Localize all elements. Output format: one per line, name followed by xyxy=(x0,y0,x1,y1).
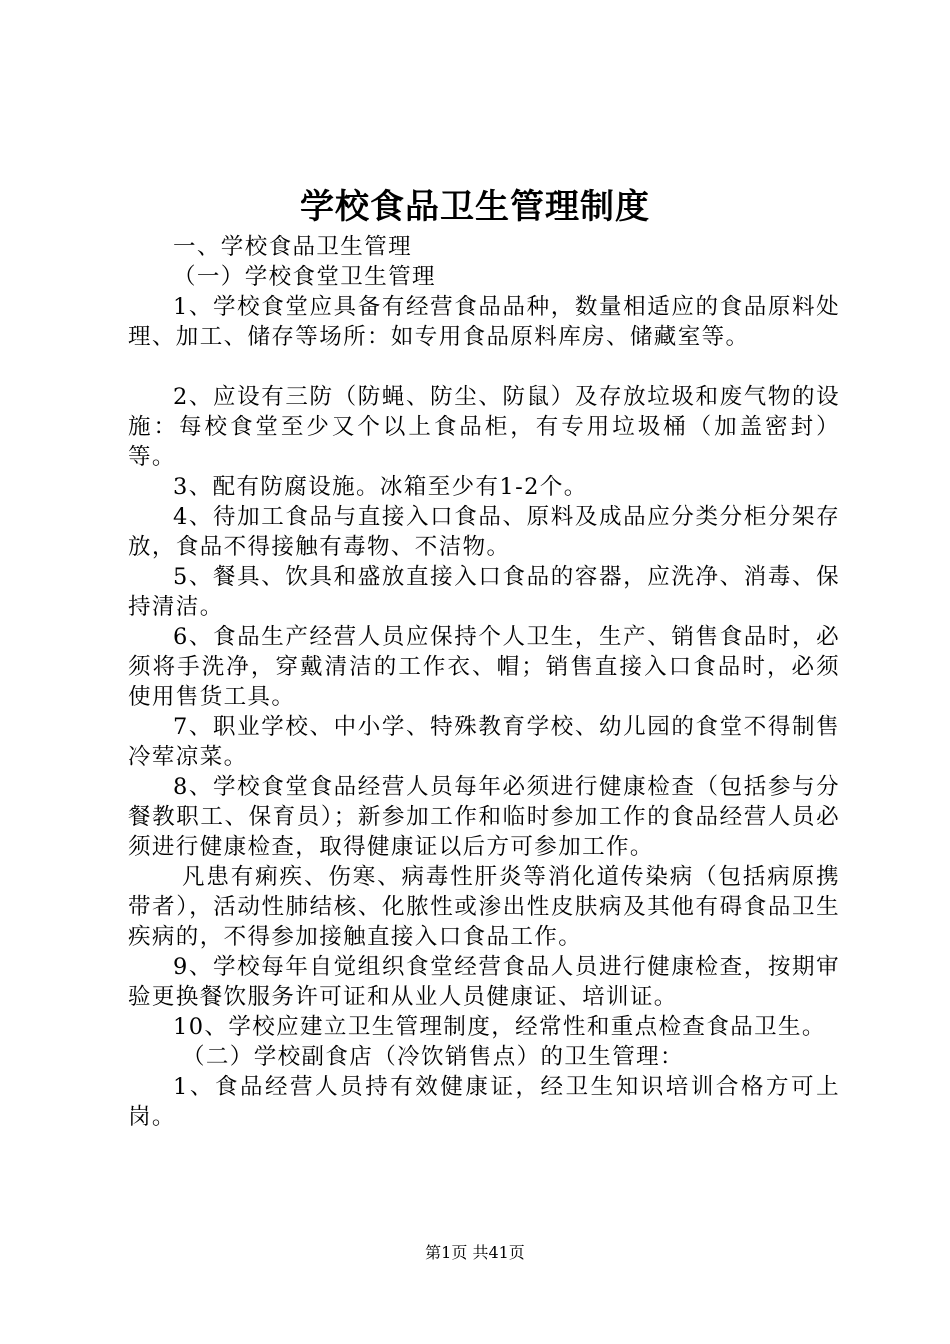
paragraph-item-6: 6、食品生产经营人员应保持个人卫生，生产、销售食品时，必须将手洗净，穿戴清洁的工作衣、帽；销售直接入口食品时，必须使用售货工具。 xyxy=(128,624,840,710)
paragraph-item-1: 1、学校食堂应具备有经营食品品种，数量相适应的食品原料处理、加工、储存等场所：如专用食品原料库房、储藏室等。 xyxy=(128,294,840,350)
document-body xyxy=(128,232,840,1132)
paragraph-item-4: 4、待加工食品与直接入口食品、原料及成品应分类分柜分架存放，食品不得接触有毒物、不洁物。 xyxy=(128,504,840,560)
paragraph-item-3: 3、配有防腐设施。冰箱至少有1-2个。 xyxy=(173,474,588,500)
subsection-heading-2: （二）学校副食店（冷饮销售点）的卫生管理： xyxy=(182,1044,684,1070)
paragraph-item-7: 7、职业学校、中小学、特殊教育学校、幼儿园的食堂不得制售冷荤凉菜。 xyxy=(128,714,840,770)
page-number-footer: 第1页 共41页 xyxy=(425,1243,525,1262)
document-title: 学校食品卫生管理制度 xyxy=(300,187,650,227)
paragraph-item-5: 5、餐具、饮具和盛放直接入口食品的容器，应洗净、消毒、保持清洁。 xyxy=(128,564,840,620)
paragraph-item-9: 9、学校每年自觉组织食堂经营食品人员进行健康检查，按期审验更换餐饮服务许可证和从业人员健康证、培训证。 xyxy=(128,954,840,1010)
paragraph-item-8: 8、学校食堂食品经营人员每年必须进行健康检查（包括参与分餐教职工、保育员）；新参加工作和临时参加工作的食品经营人员必须进行健康检查，取得健康证以后方可参加工作。 xyxy=(128,774,840,860)
subsection-heading-1: （一）学校食堂卫生管理 xyxy=(173,264,436,290)
paragraph-item-2: 2、应设有三防（防蝇、防尘、防鼠）及存放垃圾和废气物的设施：每校食堂至少又个以上食品柜，有专用垃圾桶（加盖密封）等。 xyxy=(128,384,840,470)
paragraph-store-item-1: 1、食品经营人员持有效健康证，经卫生知识培训合格方可上岗。 xyxy=(128,1074,840,1130)
blank-line xyxy=(128,352,840,382)
paragraph-item-10: 10、学校应建立卫生管理制度，经常性和重点检查食品卫生。 xyxy=(173,1014,826,1040)
section-heading-1: 一、学校食品卫生管理 xyxy=(173,234,413,260)
paragraph-health-restriction: 凡患有痢疾、伤寒、病毒性肝炎等消化道传染病（包括病原携带者），活动性肺结核、化脓性或渗出性皮肤病及其他有碍食品卫生疾病的，不得参加接触直接入口食品工作。 xyxy=(128,864,840,950)
